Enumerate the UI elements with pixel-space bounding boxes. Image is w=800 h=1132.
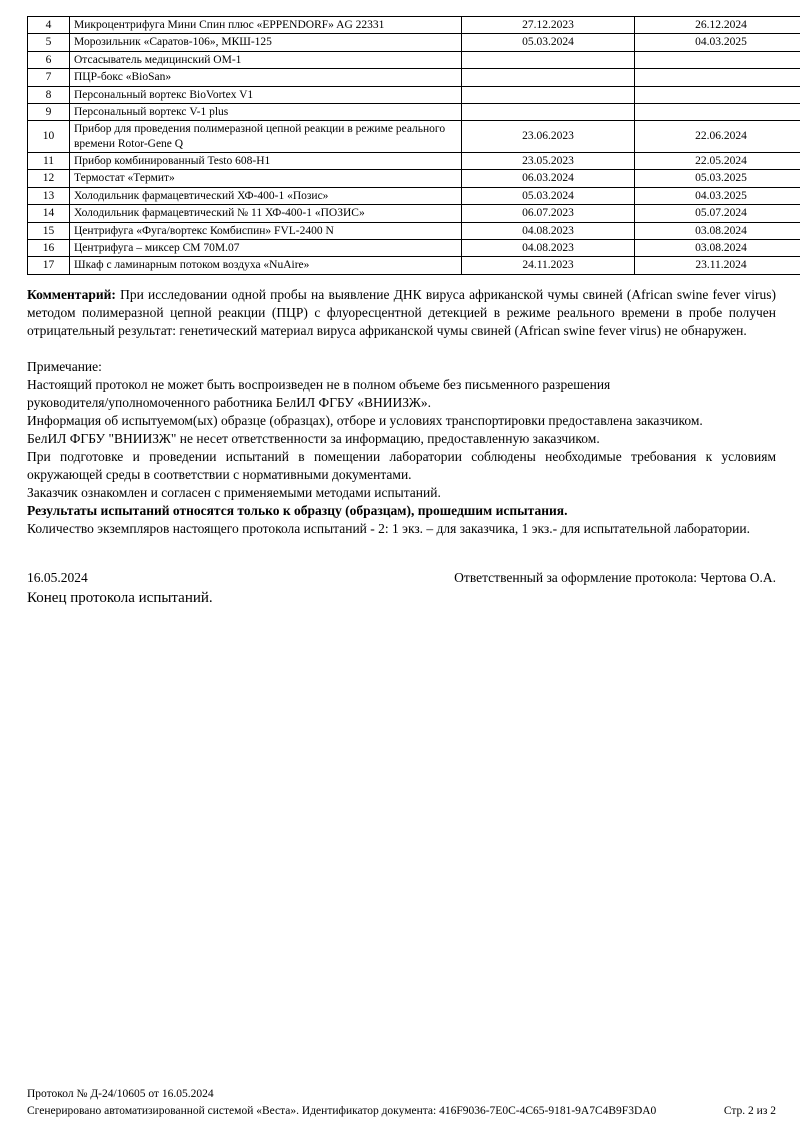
valid-until-date: 22.06.2024 xyxy=(635,121,800,153)
table-row xyxy=(28,103,800,120)
equipment-name: Персональный вортекс BioVortex V1 xyxy=(70,86,462,103)
footer-protocol-number: Протокол № Д-24/10605 от 16.05.2024 xyxy=(27,1088,214,1100)
table-row xyxy=(28,86,800,103)
protocol-page xyxy=(27,0,776,608)
note-line: При подготовке и проведении испытаний в помещении лаборатории соблюдены необходимые требования к условиям окружающей среды в соответствии с нормативными документами. xyxy=(27,448,776,482)
row-number: 6 xyxy=(28,51,70,68)
results-bold-line: Результаты испытаний относятся только к образцу (образцам), прошедшим испытания. xyxy=(27,502,568,518)
row-number: 15 xyxy=(28,222,70,239)
end-of-protocol-line: Конец протокола испытаний. xyxy=(27,589,213,606)
valid-until-date xyxy=(635,51,800,68)
row-number: 9 xyxy=(28,103,70,120)
valid-until-date: 05.07.2024 xyxy=(635,205,800,222)
notes-label: Примечание: xyxy=(27,358,102,374)
verification-date xyxy=(462,69,635,86)
note-line: Заказчик ознакомлен и согласен с применяемыми методами испытаний. xyxy=(27,484,441,500)
verification-date: 27.12.2023 xyxy=(462,17,635,34)
equipment-name: Прибор комбинированный Testo 608-Н1 xyxy=(70,153,462,170)
valid-until-date: 03.08.2024 xyxy=(635,239,800,256)
signature-row xyxy=(27,569,776,587)
table-row xyxy=(28,69,800,86)
valid-until-date xyxy=(635,103,800,120)
verification-date: 23.05.2023 xyxy=(462,153,635,170)
note-line: Настоящий протокол не может быть воспроизведен не в полном объеме без письменного разрешения xyxy=(27,376,611,392)
comment-paragraph xyxy=(27,286,776,340)
equipment-table-body xyxy=(28,17,800,275)
note-line: Информация об испытуемом(ых) образце (образцах), отборе и условиях транспортировки предоставлена заказчиком. xyxy=(27,412,703,428)
verification-date xyxy=(462,86,635,103)
footer-generated-info: Сгенерировано автоматизированной системой «Веста». Идентификатор документа: 416F9036-7E0C-4C65-9181-9A7C4B9F3DA0 xyxy=(27,1105,657,1117)
table-row xyxy=(28,17,800,34)
valid-until-date xyxy=(635,86,800,103)
table-row xyxy=(28,153,800,170)
responsible-person: Ответственный за оформление протокола: Чертова О.А. xyxy=(454,569,776,585)
table-row xyxy=(28,222,800,239)
copies-line: Количество экземпляров настоящего протокола испытаний - 2: 1 экз. – для заказчика, 1 экз.- для испытательной лаборатории. xyxy=(27,520,750,536)
row-number: 16 xyxy=(28,239,70,256)
equipment-name: Холодильник фармацевтический № 11 ХФ-400-1 «ПОЗИС» xyxy=(70,205,462,222)
table-row xyxy=(28,121,800,153)
equipment-name: Прибор для проведения полимеразной цепной реакции в режиме реального времени Rotor-Gene Q xyxy=(70,121,462,153)
valid-until-date: 04.03.2025 xyxy=(635,34,800,51)
verification-date xyxy=(462,103,635,120)
verification-date: 04.08.2023 xyxy=(462,239,635,256)
row-number: 17 xyxy=(28,257,70,274)
equipment-table xyxy=(27,16,800,275)
equipment-name: Шкаф с ламинарным потоком воздуха «NuAire» xyxy=(70,257,462,274)
equipment-name: Морозильник «Саратов-106», МКШ-125 xyxy=(70,34,462,51)
table-row xyxy=(28,34,800,51)
valid-until-date: 04.03.2025 xyxy=(635,187,800,204)
equipment-name: Центрифуга – миксер СМ 70М.07 xyxy=(70,239,462,256)
comment-label: Комментарий: xyxy=(27,286,116,302)
row-number: 8 xyxy=(28,86,70,103)
verification-date xyxy=(462,51,635,68)
verification-date: 24.11.2023 xyxy=(462,257,635,274)
valid-until-date: 05.03.2025 xyxy=(635,170,800,187)
row-number: 14 xyxy=(28,205,70,222)
row-number: 13 xyxy=(28,187,70,204)
notes-section xyxy=(27,358,776,538)
equipment-name: Персональный вортекс V-1 plus xyxy=(70,103,462,120)
equipment-name: Термостат «Термит» xyxy=(70,170,462,187)
row-number: 12 xyxy=(28,170,70,187)
note-line: руководителя/уполномоченного работника БелИЛ ФГБУ «ВНИИЗЖ». xyxy=(27,394,432,410)
verification-date: 05.03.2024 xyxy=(462,34,635,51)
row-number: 5 xyxy=(28,34,70,51)
comment-section xyxy=(27,286,776,340)
table-row xyxy=(28,170,800,187)
equipment-name: Отсасыватель медицинский ОМ-1 xyxy=(70,51,462,68)
equipment-name: ПЦР-бокс «BioSan» xyxy=(70,69,462,86)
table-row xyxy=(28,205,800,222)
valid-until-date: 22.05.2024 xyxy=(635,153,800,170)
row-number: 7 xyxy=(28,69,70,86)
verification-date: 06.03.2024 xyxy=(462,170,635,187)
protocol-date: 16.05.2024 xyxy=(27,569,88,585)
table-row xyxy=(28,187,800,204)
verification-date: 06.07.2023 xyxy=(462,205,635,222)
equipment-name: Микроцентрифуга Мини Спин плюс «EPPENDORF» AG 22331 xyxy=(70,17,462,34)
valid-until-date: 26.12.2024 xyxy=(635,17,800,34)
note-line: БелИЛ ФГБУ "ВНИИЗЖ" не несет ответственности за информацию, предоставленную заказчиком. xyxy=(27,430,600,446)
equipment-name: Холодильник фармацевтический ХФ-400-1 «Позис» xyxy=(70,187,462,204)
row-number: 4 xyxy=(28,17,70,34)
row-number: 11 xyxy=(28,153,70,170)
table-row xyxy=(28,257,800,274)
verification-date: 04.08.2023 xyxy=(462,222,635,239)
table-row xyxy=(28,51,800,68)
row-number: 10 xyxy=(28,121,70,153)
table-row xyxy=(28,239,800,256)
comment-text: При исследовании одной пробы на выявление ДНК вируса африканской чумы свиней (African swine fever virus) методом полимеразной цепной реакции (ПЦР) с флуоресцентной детекцией в режиме реального времени в пробе получен отрицательный результат: генетический материал вируса африканской чумы свиней (African swine fever virus) не обнаружен. xyxy=(27,286,776,338)
equipment-name: Центрифуга «Фуга/вортекс Комбиспин» FVL-2400 N xyxy=(70,222,462,239)
valid-until-date xyxy=(635,69,800,86)
footer-page-number: Стр. 2 из 2 xyxy=(723,1105,776,1117)
page-footer xyxy=(27,1086,776,1120)
verification-date: 05.03.2024 xyxy=(462,187,635,204)
valid-until-date: 03.08.2024 xyxy=(635,222,800,239)
valid-until-date: 23.11.2024 xyxy=(635,257,800,274)
verification-date: 23.06.2023 xyxy=(462,121,635,153)
